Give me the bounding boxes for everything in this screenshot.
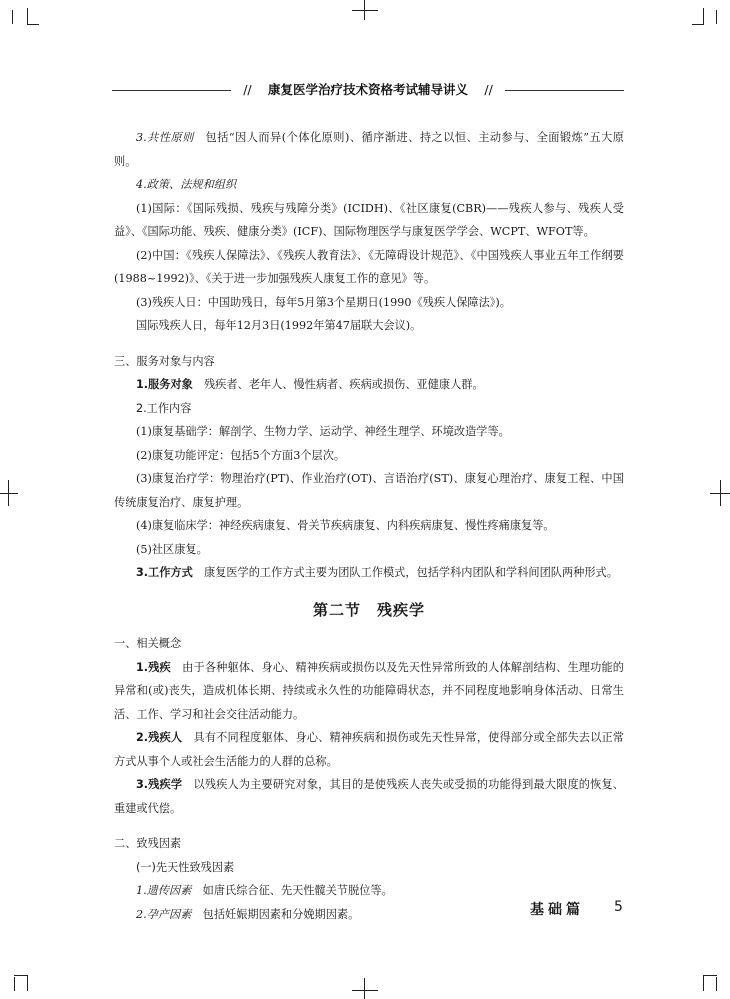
paragraph-text: 如唐氏综合征、先天性髋关节脱位等。 <box>191 884 393 897</box>
chapter-section-title: 第二节 残疾学 <box>312 600 425 619</box>
paragraph <box>114 444 624 468</box>
paragraph-text: 国际残疾人日，每年12月3日(1992年第47届联大会议)。 <box>136 319 422 332</box>
paragraph <box>114 561 624 585</box>
header-slash-left-icon: // <box>237 82 257 97</box>
paragraph-lead-term: 3.残疾学 <box>136 778 183 791</box>
paragraph <box>114 126 624 173</box>
paragraph-lead-term: 2.工作内容 <box>136 401 192 415</box>
paragraph <box>114 197 624 244</box>
paragraph-text: 康复医学的工作方式主要为团队工作模式，包括学科内团队和学科间团队两种形式。 <box>192 566 618 579</box>
paragraph-lead-term: 1.服务对象 <box>136 378 193 391</box>
paragraph-text: (3)康复治疗学：物理治疗(PT)、作业治疗(OT)、言语治疗(ST)、康复心理治疗、康复工程、中国传统康复治疗、康复护理。 <box>114 472 624 509</box>
section-heading: 一、相关概念 <box>114 637 182 650</box>
paragraph-lead-term: 3.共性原则 <box>136 131 194 144</box>
paragraph <box>114 244 624 291</box>
page-footer <box>530 899 630 919</box>
footer-part-label: 基础篇 <box>530 902 584 918</box>
section-heading: 三、服务对象与内容 <box>114 354 215 368</box>
paragraph-text: 以残疾人为主要研究对象，其目的是使残疾人丧失或受损的功能得到最大限度的恢复、重建或代偿。 <box>114 778 624 815</box>
section-heading: 二、致残因素 <box>114 837 182 850</box>
paragraph <box>114 514 624 538</box>
paragraph-text: 残疾者、老年人、慢性病者、疾病或损伤、亚健康人群。 <box>192 378 484 391</box>
paragraph-lead-term: 3.工作方式 <box>136 566 193 579</box>
paragraph-lead-term: (一)先天性致残因素 <box>136 860 235 874</box>
paragraph <box>114 373 624 397</box>
paragraph-text: (2)康复功能评定：包括5个方面3个层次。 <box>136 448 346 462</box>
paragraph <box>114 538 624 562</box>
page-number: 5 <box>614 899 623 915</box>
paragraph-text: (5)社区康复。 <box>136 542 208 556</box>
paragraph-lead-term: 1.遗传因素 <box>136 884 192 897</box>
paragraph <box>114 291 624 315</box>
header-slash-right-icon: // <box>478 82 498 97</box>
paragraph-text: (1)国际：《国际残损、残疾与残障分类》(ICIDH)、《社区康复(CBR)——残疾人参与、残疾人受益》、《国际功能、残疾、健康分类》(ICF)、国际物理医学与康复医学学会、WCPT、WFOT等。 <box>114 201 624 238</box>
paragraph-text: (1)康复基础学：解剖学、生物力学、运动学、神经生理学、环境改造学等。 <box>136 425 510 438</box>
section-gap <box>114 338 624 350</box>
paragraph <box>114 856 624 880</box>
running-header <box>112 80 624 100</box>
paragraph <box>114 420 624 444</box>
paragraph <box>114 397 624 421</box>
paragraph <box>114 467 624 514</box>
paragraph-lead-term: 1.残疾 <box>136 660 171 674</box>
paragraph-lead-term: 4.政策、法规和组织 <box>136 178 237 191</box>
paragraph-text: 包括妊娠期因素和分娩期因素。 <box>191 907 360 921</box>
header-title: 康复医学治疗技术资格考试辅导讲义 <box>262 82 474 97</box>
paragraph-lead-term: 2.残疾人 <box>136 731 183 744</box>
paragraph-text: 由于各种躯体、身心、精神疾病或损伤以及先天性异常所致的人体解剖结构、生理功能的异常和(或)丧失，造成机体长期、持续或永久性的功能障碍状态，并不同程度地影响身体活动、日常生活、工作、学习和社会交往活动能力。 <box>114 660 624 721</box>
paragraph <box>114 656 624 727</box>
paragraph-text: (2)中国：《残疾人保障法》、《残疾人教育法》、《无障碍设计规范》、《中国残疾人事业五年工作纲要(1988~1992)》、《关于进一步加强残疾人康复工作的意见》等。 <box>114 248 624 285</box>
paragraph <box>114 173 624 197</box>
page-body <box>114 126 624 926</box>
paragraph-text: (4)康复临床学：神经疾病康复、骨关节疾病康复、内科疾病康复、慢性疼痛康复等。 <box>136 519 555 532</box>
section-gap <box>114 820 624 832</box>
paragraph-lead-term: 2.孕产因素 <box>136 907 192 921</box>
paragraph-text: 包括“因人而异(个体化原则)、循序渐进、持之以恒、主动参与、全面锻炼”五大原则。 <box>114 131 624 168</box>
paragraph <box>114 726 624 773</box>
paragraph-text: 具有不同程度躯体、身心、精神疾病和损伤或先天性异常，使得部分或全部失去以正常方式从事个人或社会生活能力的人群的总称。 <box>114 731 624 768</box>
paragraph <box>114 773 624 820</box>
paragraph-text: (3)残疾人日：中国助残日，每年5月第3个星期日(1990《残疾人保障法》)。 <box>136 295 511 309</box>
header-title-wrap <box>112 80 624 100</box>
paragraph <box>114 314 624 338</box>
